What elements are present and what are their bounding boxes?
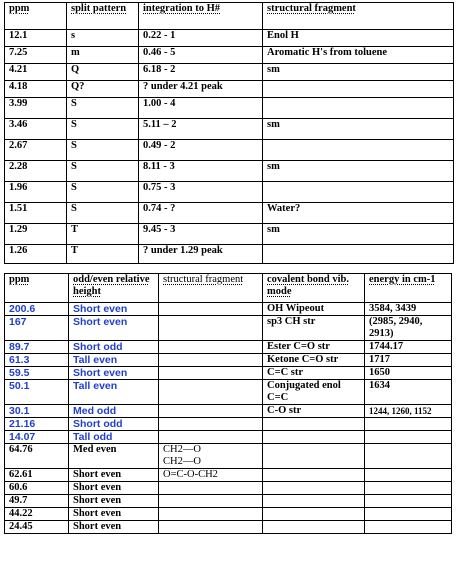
table1-cell: 12.1 — [5, 30, 67, 47]
table2-row — [5, 367, 452, 380]
table1-cell — [263, 245, 454, 264]
table1-row — [5, 245, 454, 264]
table1-cell: 1.29 — [5, 224, 67, 245]
table2-cell-frag — [159, 495, 263, 508]
table1-header-row — [5, 3, 454, 30]
table2-cell-energy: 1717 — [365, 354, 452, 367]
table1-cell: sm — [263, 224, 454, 245]
table1-cell: 4.18 — [5, 81, 67, 98]
table2-cell-bond — [263, 469, 365, 482]
table1-cell: S — [67, 161, 139, 182]
table1-cell: S — [67, 182, 139, 203]
table2-cell-bond: C=C str — [263, 367, 365, 380]
table1-cell — [263, 182, 454, 203]
table2-cell-bond — [263, 431, 365, 444]
table1-cell: 8.11 - 3 — [139, 161, 263, 182]
table2-cell-bond — [263, 418, 365, 431]
table2-row — [5, 431, 452, 444]
table2-cell-energy: 3584, 3439 — [365, 303, 452, 316]
table1-cell: Enol H — [263, 30, 454, 47]
table2-cell-energy — [365, 469, 452, 482]
table2-cell-bond — [263, 482, 365, 495]
table2-cell-energy — [365, 431, 452, 444]
table2-row — [5, 354, 452, 367]
table1-cell: S — [67, 119, 139, 140]
table2-cell-frag — [159, 418, 263, 431]
table2-row — [5, 341, 452, 354]
table2-cell-bond: sp3 CH str — [263, 316, 365, 341]
table2-cell-bond: Ester C=O str — [263, 341, 365, 354]
table1-cell: 2.67 — [5, 140, 67, 161]
table2-row — [5, 469, 452, 482]
table1-header-cell: split pattern — [67, 3, 139, 30]
table1-cell: S — [67, 140, 139, 161]
table2-cell-ppm: 61.3 — [5, 354, 69, 367]
table1-row — [5, 64, 454, 81]
table2-cell-energy: 1744.17 — [365, 341, 452, 354]
table2-row — [5, 444, 452, 469]
table1-header-cell: structural fragment — [263, 3, 454, 30]
table2-header-cell: covalent bond vib. mode — [263, 274, 365, 303]
table2-cell-oe: Tall odd — [69, 431, 159, 444]
table2-header-cell: energy in cm-1 — [365, 274, 452, 303]
table2-cell-ppm: 30.1 — [5, 405, 69, 418]
table2-cell-bond: OH Wipeout — [263, 303, 365, 316]
table2-cell-ppm: 89.7 — [5, 341, 69, 354]
table2-cell-ppm: 62.61 — [5, 469, 69, 482]
structural-fragment-line: CH2—O — [163, 444, 201, 455]
table1-cell: S — [67, 203, 139, 224]
table2-cell-oe: Tall even — [69, 380, 159, 405]
table2-cell-energy — [365, 418, 452, 431]
table2-cell-ppm: 59.5 — [5, 367, 69, 380]
table2-cell-ppm: 50.1 — [5, 380, 69, 405]
table1-cell: 0.75 - 3 — [139, 182, 263, 203]
nmr-13c-ir-table — [4, 273, 452, 534]
table1-row — [5, 224, 454, 245]
table1-cell: 6.18 - 2 — [139, 64, 263, 81]
table2-cell-frag — [159, 380, 263, 405]
table1-header-cell: integration to H# — [139, 3, 263, 30]
table2-cell-oe: Med odd — [69, 405, 159, 418]
table1-row — [5, 98, 454, 119]
table2-cell-frag — [159, 431, 263, 444]
table1-cell: sm — [263, 64, 454, 81]
table2-cell-ppm: 64.76 — [5, 444, 69, 469]
table1-cell: sm — [263, 161, 454, 182]
table2-cell-energy — [365, 482, 452, 495]
table1-cell: 3.46 — [5, 119, 67, 140]
table2-cell-oe: Short even — [69, 521, 159, 534]
table1-cell: 1.26 — [5, 245, 67, 264]
table2-cell-ppm: 49.7 — [5, 495, 69, 508]
table2-cell-bond — [263, 495, 365, 508]
table1-cell: s — [67, 30, 139, 47]
table2-header-cell: ppm — [5, 274, 69, 303]
table2-cell-frag — [159, 405, 263, 418]
table2-cell-ppm: 167 — [5, 316, 69, 341]
table2-cell-oe: Short even — [69, 303, 159, 316]
table2-cell-bond: Ketone C=O str — [263, 354, 365, 367]
table2-cell-bond: C-O str — [263, 405, 365, 418]
table2-header-row — [5, 274, 452, 303]
table1-cell: Q? — [67, 81, 139, 98]
table1-cell: ? under 1.29 peak — [139, 245, 263, 264]
table2-cell-oe: Tall even — [69, 354, 159, 367]
table2-cell-ppm: 44.22 — [5, 508, 69, 521]
table2-cell-ppm: 200.6 — [5, 303, 69, 316]
table2-row — [5, 482, 452, 495]
table2-row — [5, 405, 452, 418]
table1-cell — [263, 140, 454, 161]
table2-cell-energy — [365, 521, 452, 534]
table1-cell: 9.45 - 3 — [139, 224, 263, 245]
table1-cell: m — [67, 47, 139, 64]
table2-cell-frag — [159, 521, 263, 534]
table2-cell-ppm: 60.6 — [5, 482, 69, 495]
table2-cell-energy — [365, 444, 452, 469]
table2-cell-oe: Short odd — [69, 341, 159, 354]
table2-cell-energy — [365, 508, 452, 521]
nmr-1h-table — [4, 2, 454, 264]
table2-cell-bond: Conjugated enol C=C — [263, 380, 365, 405]
table2-row — [5, 495, 452, 508]
table1-cell: 1.00 - 4 — [139, 98, 263, 119]
table2-cell-oe: Short even — [69, 469, 159, 482]
table2-cell-energy: (2985, 2940, 2913) — [365, 316, 452, 341]
table2-cell-energy: 1650 — [365, 367, 452, 380]
table2-cell-oe: Short odd — [69, 418, 159, 431]
table2-cell-frag — [159, 444, 263, 469]
table1-cell: 2.28 — [5, 161, 67, 182]
table1-cell: 0.74 - ? — [139, 203, 263, 224]
table2-header-cell: odd/even relative height — [69, 274, 159, 303]
table2-cell-energy: 1244, 1260, 1152 — [365, 405, 452, 418]
table1-cell: Q — [67, 64, 139, 81]
table1-cell: 7.25 — [5, 47, 67, 64]
table1-cell: S — [67, 98, 139, 119]
table2-cell-ppm: 14.07 — [5, 431, 69, 444]
table1-cell: Water? — [263, 203, 454, 224]
table1-row — [5, 30, 454, 47]
table1-cell: 1.96 — [5, 182, 67, 203]
table2-cell-bond — [263, 521, 365, 534]
table2-cell-bond — [263, 508, 365, 521]
table1-cell: T — [67, 224, 139, 245]
table1-cell — [263, 81, 454, 98]
table2-cell-frag — [159, 508, 263, 521]
table1-cell: T — [67, 245, 139, 264]
table2-cell-frag: O=C-O-CH2 — [159, 469, 263, 482]
table1-row — [5, 182, 454, 203]
table1-cell: 0.22 - 1 — [139, 30, 263, 47]
table1-row — [5, 81, 454, 98]
table1-header-cell: ppm — [5, 3, 67, 30]
table1-cell: 0.46 - 5 — [139, 47, 263, 64]
table2-cell-ppm: 21.16 — [5, 418, 69, 431]
table2-cell-oe: Short even — [69, 367, 159, 380]
table1-row — [5, 140, 454, 161]
table2-cell-oe: Short even — [69, 316, 159, 341]
table1-cell: 3.99 — [5, 98, 67, 119]
table2-cell-frag — [159, 303, 263, 316]
table2-cell-frag — [159, 341, 263, 354]
structural-fragment-line: CH2—O — [163, 456, 201, 467]
table2-cell-oe: Short even — [69, 508, 159, 521]
table1-cell: 4.21 — [5, 64, 67, 81]
table2-cell-oe: Short even — [69, 495, 159, 508]
table1-row — [5, 119, 454, 140]
table2-cell-oe: Med even — [69, 444, 159, 469]
table2-cell-frag — [159, 354, 263, 367]
table2-cell-frag — [159, 316, 263, 341]
table1-cell — [263, 98, 454, 119]
table2-row — [5, 380, 452, 405]
table1-cell: Aromatic H's from toluene — [263, 47, 454, 64]
table2-cell-bond — [263, 444, 365, 469]
table2-cell-energy: 1634 — [365, 380, 452, 405]
table1-cell: ? under 4.21 peak — [139, 81, 263, 98]
table2-row — [5, 418, 452, 431]
table1-row — [5, 203, 454, 224]
table2-header-cell: structural fragment — [159, 274, 263, 303]
table2-cell-oe: Short even — [69, 482, 159, 495]
table2-cell-frag — [159, 367, 263, 380]
table2-cell-energy — [365, 495, 452, 508]
table1-cell: 0.49 - 2 — [139, 140, 263, 161]
table2-row — [5, 303, 452, 316]
table2-cell-frag — [159, 482, 263, 495]
table2-cell-ppm: 24.45 — [5, 521, 69, 534]
table2-row — [5, 316, 452, 341]
table2-row — [5, 521, 452, 534]
table1-row — [5, 47, 454, 64]
table1-row — [5, 161, 454, 182]
table1-cell: sm — [263, 119, 454, 140]
table2-row — [5, 508, 452, 521]
table1-cell: 5.11 – 2 — [139, 119, 263, 140]
table1-cell: 1.51 — [5, 203, 67, 224]
